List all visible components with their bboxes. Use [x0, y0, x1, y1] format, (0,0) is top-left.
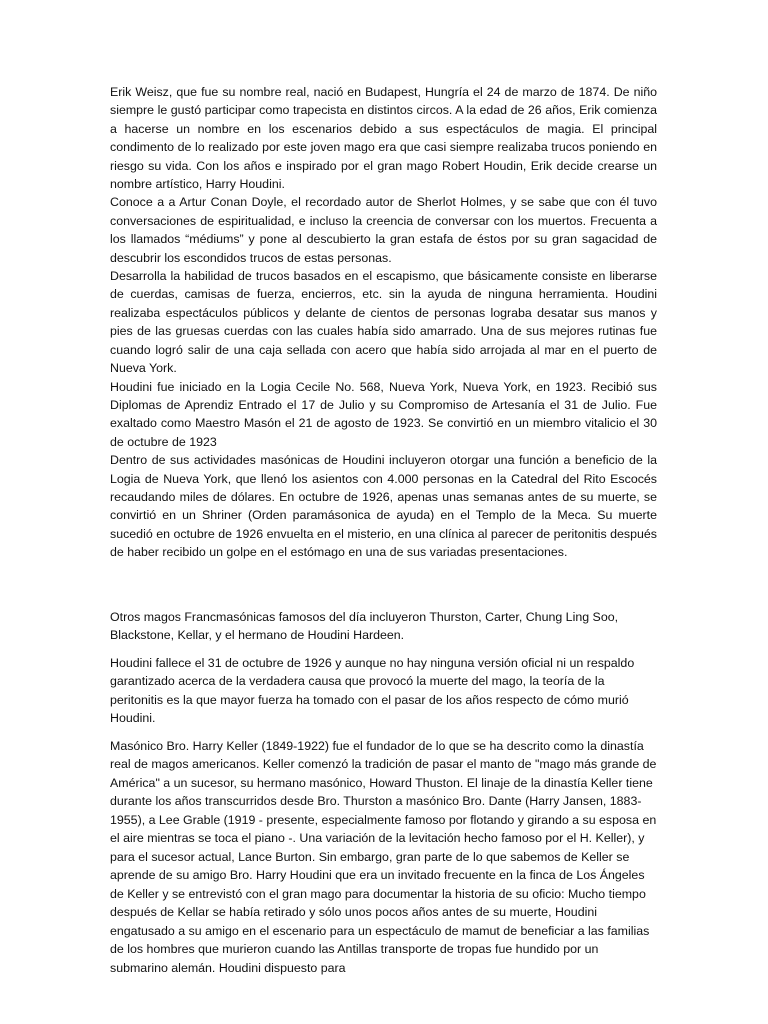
paragraph-conan-doyle: Conoce a a Artur Conan Doyle, el recordado autor de Sherlot Holmes, y se sabe que con él tuvo conversaciones de espiritualidad, e incluso la creencia de conversar con los muertos. Frecuenta a los llamados “médiums” y pone al descubierto la gran estafa de éstos por su gran sagacidad de descubrir los escondidos trucos de estas personas.: [110, 195, 657, 265]
masonic-magicians-section: [110, 608, 657, 978]
paragraph-masonic-activities: Dentro de sus actividades masónicas de Houdini incluyeron otorgar una función a beneficio de la Logia de Nueva York, que llenó los asientos con 4.000 personas en la Catedral del Rito Escocés recaudando miles de dólares. En octubre de 1926, apenas unas semanas antes de su muerte, se convirtió en un Shriner (Orden paramásonica de ayuda) en el Templo de la Meca. Su muerte sucedió en octubre de 1926 envuelta en el misterio, en una clínica al parecer de peritonitis después de haber recibido un golpe en el estómago en una de sus variadas presentaciones.: [110, 453, 657, 560]
paragraph-keller-dynasty: Masónico Bro. Harry Keller (1849-1922) fue el fundador de lo que se ha descrito como la dinastía real de magos americanos. Keller comenzó la tradición de pasar el manto de "mago más grande de América" a un sucesor, su hermano masónico, Howard Thuston. El linaje de la dinastía Keller tiene durante los años transcurridos desde Bro. Thurston a masónico Bro. Dante (Harry Jansen, 1883-1955), a Lee Grable (1919 - presente, especialmente famoso por flotando y girando a su esposa en el aire mientras se toca el piano -. Una variación de la levitación hecho famoso por el H. Keller), y para el sucesor actual, Lance Burton. Sin embargo, gran parte de lo que sabemos de Keller se aprende de su amigo Bro. Harry Houdini que era un invitado frecuente en la finca de Los Ángeles de Keller y se entrevistó con el gran mago para documentar la historia de su oficio: Mucho tiempo después de Kellar se había retirado y sólo unos pocos años antes de su muerte, Houdini engatusado a su amigo en el escenario para un espectáculo de mamut de beneficiar a las familias de los hombres que murieron cuando las Antillas transporte de tropas fue hundido por un submarino alemán. Houdini dispuesto para: [110, 738, 657, 975]
section-spacer: [110, 562, 657, 608]
paragraph-other-magicians: Otros magos Francmasónicas famosos del día incluyeron Thurston, Carter, Chung Ling Soo, Blackstone, Kellar, y el hermano de Houdini Hardeen.: [110, 609, 619, 643]
paragraph-early-life: Erik Weisz, que fue su nombre real, nació en Budapest, Hungría el 24 de marzo de 1874. De niño siempre le gustó participar como trapecista en distintos circos. A la edad de 26 años, Erik comienza a hacerse un nombre en los escenarios debido a sus espectáculos de magia. El principal condimento de lo realizado por este joven mago era que casi siempre realizaba trucos poniendo en riesgo su vida. Con los años e inspirado por el gran mago Robert Houdin, Erik decide crearse un nombre artístico, Harry Houdini.: [110, 85, 657, 192]
biography-section: [110, 83, 657, 562]
document-page: [110, 83, 657, 986]
paragraph-escapism: Desarrolla la habilidad de trucos basados en el escapismo, que básicamente consiste en liberarse de cuerdas, camisas de fuerza, encierros, etc. sin la ayuda de ninguna herramienta. Houdini realizaba espectáculos públicos y delante de cientos de personas lograba desatar sus manos y pies de las gruesas cuerdas con las cuales había sido amarrado. Una de sus mejores rutinas fue cuando logró salir de una caja sellada con acero que había sido arrojada al mar en el puerto de Nueva York.: [110, 269, 657, 376]
paragraph-death: Houdini fallece el 31 de octubre de 1926 y aunque no hay ninguna versión oficial ni un respaldo garantizado acerca de la verdadera causa que provocó la muerte del mago, la teoría de la peritonitis es la que mayor fuerza ha tomado con el pasar de los años respecto de cómo murió Houdini.: [110, 655, 635, 726]
paragraph-lodge-initiation: Houdini fue iniciado en la Logia Cecile No. 568, Nueva York, Nueva York, en 1923. Recibió sus Diplomas de Aprendiz Entrado el 17 de Julio y su Compromiso de Artesanía el 31 de Julio. Fue exaltado como Maestro Masón el 21 de agosto de 1923. Se convirtió en un miembro vitalicio el 30 de octubre de 1923: [110, 379, 657, 449]
